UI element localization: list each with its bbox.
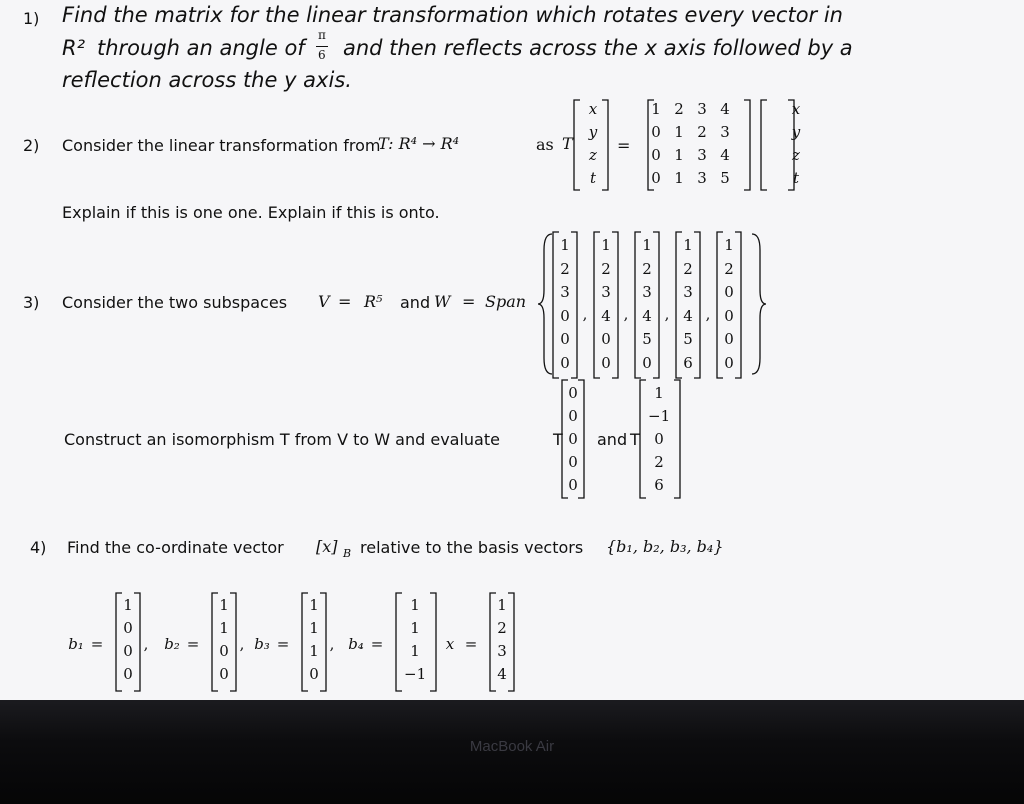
q4-number: 4) xyxy=(30,538,47,557)
q3-span-entry: 1 xyxy=(724,236,734,254)
q2-input-entry: z xyxy=(589,146,597,164)
q4-entry: −1 xyxy=(404,665,427,683)
q3-span-entry: 4 xyxy=(642,306,652,325)
q3-span-entry: 0 xyxy=(724,353,734,372)
q2-matrix-entry: 0 xyxy=(651,123,661,141)
q3-text: Consider the two subspaces xyxy=(62,293,288,312)
q4-equals: = xyxy=(464,635,478,653)
q3-V: V xyxy=(318,292,330,311)
q2-matrix-entry: 3 xyxy=(697,169,707,187)
q1-line2b: and then reflects across the x axis followed by a xyxy=(343,36,853,60)
q2-matrix-entry: 5 xyxy=(720,169,730,187)
q4-entry: 1 xyxy=(123,596,133,614)
q3-span: Span xyxy=(485,292,527,311)
q3-W: W xyxy=(434,292,451,311)
q4-equals: = xyxy=(370,635,384,653)
q4-entry: 3 xyxy=(497,642,507,660)
q2-matrix-entry: 0 xyxy=(651,146,661,164)
q2-matrix-entry: 2 xyxy=(674,100,684,118)
q3-T2: T xyxy=(630,430,640,449)
q3-span-entry: 5 xyxy=(642,330,652,348)
q3-span-entry: 4 xyxy=(683,306,693,325)
q3-and: and xyxy=(400,293,431,312)
q2-matrix-entry: 1 xyxy=(674,169,684,187)
q1-pi: π xyxy=(318,28,326,42)
q3-comma: , xyxy=(705,305,711,323)
q4-entry: 1 xyxy=(309,619,319,637)
q2-matrix-entry: 1 xyxy=(651,100,661,118)
q3-eval2-entry: 1 xyxy=(654,384,664,402)
q2-input-entry: y xyxy=(588,123,598,141)
q4-entry: 0 xyxy=(123,642,133,660)
q2-matrix-entry: 3 xyxy=(720,123,730,141)
q3-span-entry: 1 xyxy=(601,236,611,254)
q4-coord-sub: B xyxy=(343,547,352,560)
q3-span-entry: 0 xyxy=(724,283,734,301)
q3-span-entry: 0 xyxy=(724,330,734,348)
q4-entry: 2 xyxy=(497,619,507,637)
q3-span-entry: 3 xyxy=(560,283,570,301)
q2-map: T: R⁴ → R⁴ xyxy=(378,134,460,153)
q4-basis-set: {b₁, b₂, b₃, b₄} xyxy=(606,537,724,556)
q2-input-entry: t xyxy=(589,169,597,187)
q3-span-entry: 2 xyxy=(683,259,693,278)
q4-coord: [x] xyxy=(316,537,338,556)
q4-entry: 1 xyxy=(309,596,319,614)
q2-input-entry: x xyxy=(588,100,598,118)
q3-span-entry: 3 xyxy=(642,283,652,301)
q3-eval2-entry: 6 xyxy=(654,476,664,494)
q3-eval2-entry: 2 xyxy=(654,453,664,471)
q2-matrix-entry: 4 xyxy=(720,100,730,118)
q1-line1: Find the matrix for the linear transformation which rotates every vector in xyxy=(62,3,843,27)
q3-eq2: = xyxy=(462,292,476,311)
q3-T1: T xyxy=(553,430,563,449)
q3-span-entry: 5 xyxy=(683,330,693,348)
q3-comma: , xyxy=(664,305,670,323)
q4-entry: 1 xyxy=(309,642,319,660)
q3-span-entry: 3 xyxy=(601,283,611,301)
q2-text: Consider the linear transformation from xyxy=(62,136,381,155)
q2-matrix-entry: 4 xyxy=(720,146,730,164)
q4-entry: 1 xyxy=(219,619,229,637)
q2-equals: = xyxy=(617,136,631,155)
q3-eq1: = xyxy=(338,292,352,311)
q4-entry: 1 xyxy=(410,596,420,614)
q4-equals: = xyxy=(186,635,200,653)
q2-matrix-entry: 2 xyxy=(697,123,707,141)
q2-matrix-entry: 1 xyxy=(674,146,684,164)
q4-entry: 0 xyxy=(123,665,133,683)
q3-span-entry: 0 xyxy=(560,330,570,348)
q3-span-entry: 2 xyxy=(560,259,570,278)
q1-fraction-bar xyxy=(316,46,328,47)
q1-number: 1) xyxy=(23,9,40,28)
q4-equals: = xyxy=(276,635,290,653)
q3-span-entry: 0 xyxy=(560,306,570,325)
q2-matrix-entry: 3 xyxy=(697,146,707,164)
q1-line3: reflection across the y axis. xyxy=(62,68,352,92)
q2-matrix-entry: 1 xyxy=(674,123,684,141)
q3-span-entry: 3 xyxy=(683,283,693,301)
q4-entry: 1 xyxy=(410,619,420,637)
q3-eval1-entry: 0 xyxy=(568,384,578,402)
q4-entry: 0 xyxy=(309,665,319,683)
q3-span-entry: 2 xyxy=(642,259,652,278)
q4-equals: = xyxy=(90,635,104,653)
q4-label: x xyxy=(445,635,455,653)
q2-output-entry: y xyxy=(791,123,801,141)
q3-span-entry: 1 xyxy=(683,236,693,254)
q3-eval1-entry: 0 xyxy=(568,476,578,494)
q3-eval1-entry: 0 xyxy=(568,407,578,425)
q3-span-entry: 4 xyxy=(601,306,611,325)
q4-entry: 0 xyxy=(219,642,229,660)
q3-comma: , xyxy=(623,305,629,323)
q4-entry: 1 xyxy=(219,596,229,614)
q3-span-entry: 2 xyxy=(724,259,734,278)
q3-eval1-entry: 0 xyxy=(568,430,578,448)
q2-explain: Explain if this is one one. Explain if this is onto. xyxy=(62,203,440,222)
q4-entry: 0 xyxy=(219,665,229,683)
q4-entry: 1 xyxy=(497,596,507,614)
q1-six: 6 xyxy=(318,48,326,62)
q4-comma: , xyxy=(329,635,335,653)
q3-eval1-entry: 0 xyxy=(568,453,578,471)
q3-eval2-entry: −1 xyxy=(648,407,671,425)
q2-T: T xyxy=(562,134,573,153)
q4-label: b₃ xyxy=(254,635,270,653)
device-brand-label: MacBook Air xyxy=(469,738,555,755)
q4-comma: , xyxy=(239,635,245,653)
q3-span-entry: 0 xyxy=(724,306,734,325)
q1-line2a: through an angle of xyxy=(97,36,305,60)
q3-comma: , xyxy=(582,305,588,323)
q3-span-entry: 1 xyxy=(560,236,570,254)
q4-comma: , xyxy=(143,635,149,653)
q2-output-entry: z xyxy=(792,146,800,164)
q3-span-entry: 1 xyxy=(642,236,652,254)
q3-span-entry: 0 xyxy=(642,353,652,372)
q4-entry: 1 xyxy=(410,642,420,660)
q3-span-entry: 0 xyxy=(601,353,611,372)
q4-entry: 4 xyxy=(497,665,507,683)
q2-as: as xyxy=(536,135,554,154)
q4-text: Find the co-ordinate vector xyxy=(67,538,284,557)
q4-label: b₄ xyxy=(348,635,364,653)
q4-label: b₂ xyxy=(164,635,180,653)
q2-output-entry: x xyxy=(791,100,801,118)
q2-output-entry: t xyxy=(792,169,800,187)
q3-and2: and xyxy=(597,430,628,449)
q3-span-entry: 0 xyxy=(560,353,570,372)
q3-R5: R⁵ xyxy=(364,292,383,311)
q4-entry: 0 xyxy=(123,619,133,637)
q3-span-entry: 0 xyxy=(601,330,611,348)
q4-text2: relative to the basis vectors xyxy=(360,538,584,557)
q4-label: b₁ xyxy=(68,635,84,653)
q3-span-entry: 6 xyxy=(683,353,693,372)
q1-r2: R² xyxy=(62,36,86,60)
q2-matrix-entry: 0 xyxy=(651,169,661,187)
q3-number: 3) xyxy=(23,293,40,312)
q2-number: 2) xyxy=(23,136,40,155)
q3-eval2-entry: 0 xyxy=(654,430,664,448)
q2-matrix-entry: 3 xyxy=(697,100,707,118)
q3-span-entry: 2 xyxy=(601,259,611,278)
q3-construct: Construct an isomorphism T from V to W and evaluate xyxy=(64,430,500,449)
